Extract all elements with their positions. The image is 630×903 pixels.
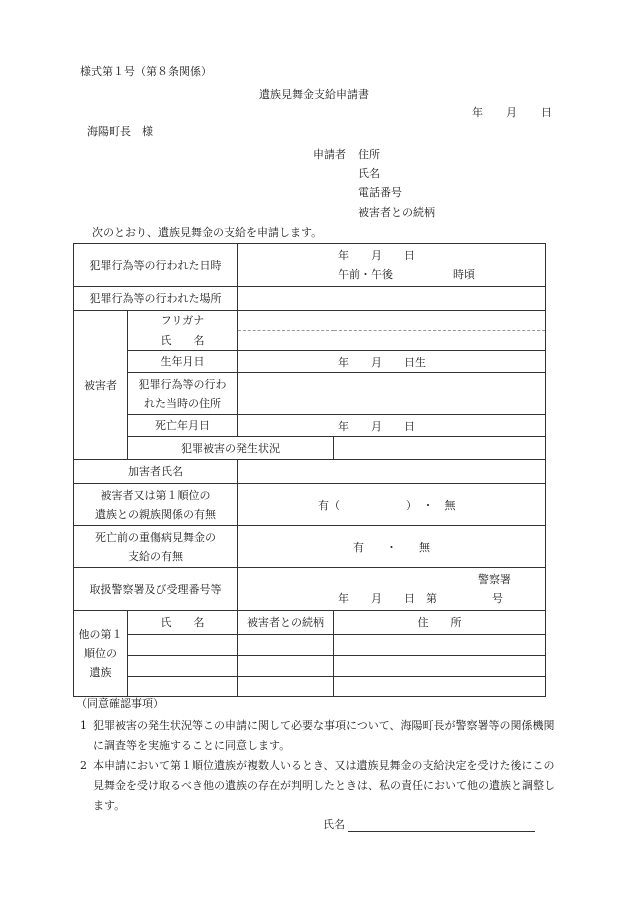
consent-item-1 [80, 716, 560, 756]
row-other-family-header [74, 611, 546, 635]
date-day: 日 [541, 106, 552, 119]
kinship-label [74, 484, 238, 526]
furigana-label: フリガナ [128, 311, 238, 331]
severe-injury-label-line2: 支給の有無 [128, 549, 183, 563]
row-crime-place [74, 287, 546, 311]
applicant-address-label: 住所 [358, 148, 380, 161]
victim-label: 被害者 [74, 311, 128, 460]
other-family-label-line2: 順位の [84, 647, 117, 660]
address-at-time-label-line2: れた当時の住所 [144, 396, 221, 410]
police-value[interactable] [238, 568, 546, 611]
other-address-cell[interactable] [334, 635, 546, 656]
other-family-label [74, 611, 128, 697]
victim-name-value[interactable] [238, 331, 546, 351]
birthdate-label: 生年月日 [128, 351, 238, 373]
other-name-cell[interactable] [128, 635, 238, 656]
other-address-header: 住 所 [334, 611, 546, 635]
other-relation-header: 被害者との続柄 [238, 611, 334, 635]
applicant-name-label: 氏名 [358, 167, 380, 180]
row-kinship [74, 484, 546, 526]
other-address-cell[interactable] [334, 677, 546, 697]
application-table [73, 243, 546, 697]
police-label: 取扱警察署及び受理番号等 [74, 568, 238, 611]
damage-situation-value[interactable] [334, 437, 546, 460]
row-death-date [74, 415, 546, 437]
form-number: 様式第１号（第８条関係） [80, 65, 212, 78]
crime-datetime-label: 犯罪行為等の行われた日時 [74, 244, 238, 287]
applicant-relation-label: 被害者との続柄 [358, 206, 435, 219]
form-title: 遺族見舞金支給申請書 [259, 88, 369, 101]
crime-time-ampm: 午前・午後 [338, 268, 393, 281]
other-family-label-line3: 遺族 [89, 666, 112, 679]
consent-heading: （同意確認事項） [76, 697, 164, 710]
row-severe-injury [74, 526, 546, 568]
perpetrator-label: 加害者氏名 [74, 460, 238, 484]
police-station-label: 警察署 [478, 573, 511, 586]
row-perpetrator [74, 460, 546, 484]
date-year: 年 [472, 106, 483, 119]
consent-item-1-number: 1 [80, 719, 87, 732]
death-date-label: 死亡年月日 [128, 415, 238, 437]
row-damage-situation [74, 437, 546, 460]
kinship-label-line2: 遺族との親族関係の有無 [95, 507, 216, 521]
birthdate-template: 年 月 日生 [338, 355, 426, 369]
consent-item-1-text: 犯罪被害の発生状況等この申請に関して必要な事項について、海陽町長が警察署等の関係機関に調査等を実施することに同意します。 [93, 719, 555, 752]
address-at-time-value[interactable] [238, 373, 546, 415]
applicant-label: 申請者 [313, 148, 346, 161]
victim-name-label: 氏 名 [128, 331, 238, 351]
severe-injury-label-line1: 死亡前の重傷病見舞金の [95, 530, 216, 544]
kinship-choice: 有（ ） ・ 無 [318, 498, 456, 512]
kinship-label-line1: 被害者又は第１順位の [100, 488, 211, 502]
address-at-time-label [128, 373, 238, 415]
consent-item-2-number: 2 [80, 759, 87, 772]
other-name-cell[interactable] [128, 677, 238, 697]
severe-injury-value[interactable] [238, 526, 546, 568]
consent-item-2 [80, 756, 560, 816]
table-row [74, 656, 546, 677]
row-birthdate [74, 351, 546, 373]
other-relation-cell[interactable] [238, 656, 334, 677]
crime-datetime-value[interactable] [238, 244, 546, 287]
row-furigana [74, 311, 546, 331]
other-family-label-line1: 他の第１ [78, 628, 123, 641]
row-victim-name [74, 331, 546, 351]
row-address-at-time [74, 373, 546, 415]
kinship-value[interactable] [238, 484, 546, 526]
other-name-cell[interactable] [128, 656, 238, 677]
crime-date: 年 月 日 [338, 249, 415, 262]
table-row [74, 677, 546, 697]
furigana-value[interactable] [238, 311, 546, 331]
other-address-cell[interactable] [334, 656, 546, 677]
addressee: 海陽町長 様 [87, 125, 153, 138]
row-crime-datetime [74, 244, 546, 287]
consent-item-2-text: 本申請において第１順位遺族が複数人いるとき、又は遺族見舞金の支給決定を受けた後にこの見舞金を受け取るべき他の遺族の存在が判明したときは、私の責任において他の遺族と調整します。 [93, 759, 555, 812]
signature-line[interactable] [348, 831, 535, 832]
crime-place-value[interactable] [238, 287, 546, 311]
birthdate-value[interactable] [238, 351, 546, 373]
other-relation-cell[interactable] [238, 635, 334, 656]
intro-text: 次のとおり、遺族見舞金の支給を申請します。 [92, 226, 323, 239]
death-date-template: 年 月 日 [338, 419, 415, 433]
perpetrator-value[interactable] [238, 460, 546, 484]
other-relation-cell[interactable] [238, 677, 334, 697]
crime-place-label: 犯罪行為等の行われた場所 [74, 287, 238, 311]
death-date-value[interactable] [238, 415, 546, 437]
row-police [74, 568, 546, 611]
date-month: 月 [506, 106, 517, 119]
police-receipt: 年 月 日 第 号 [338, 592, 503, 605]
applicant-phone-label: 電話番号 [358, 186, 402, 199]
damage-situation-label: 犯罪被害の発生状況 [128, 437, 334, 460]
other-name-header: 氏 名 [128, 611, 238, 635]
severe-injury-label [74, 526, 238, 568]
crime-time-suffix: 時頃 [453, 268, 475, 281]
table-row [74, 635, 546, 656]
severe-injury-choice: 有 ・ 無 [353, 540, 430, 554]
signature-label: 氏名 [323, 818, 345, 831]
address-at-time-label-line1: 犯罪行為等の行わ [138, 377, 227, 391]
